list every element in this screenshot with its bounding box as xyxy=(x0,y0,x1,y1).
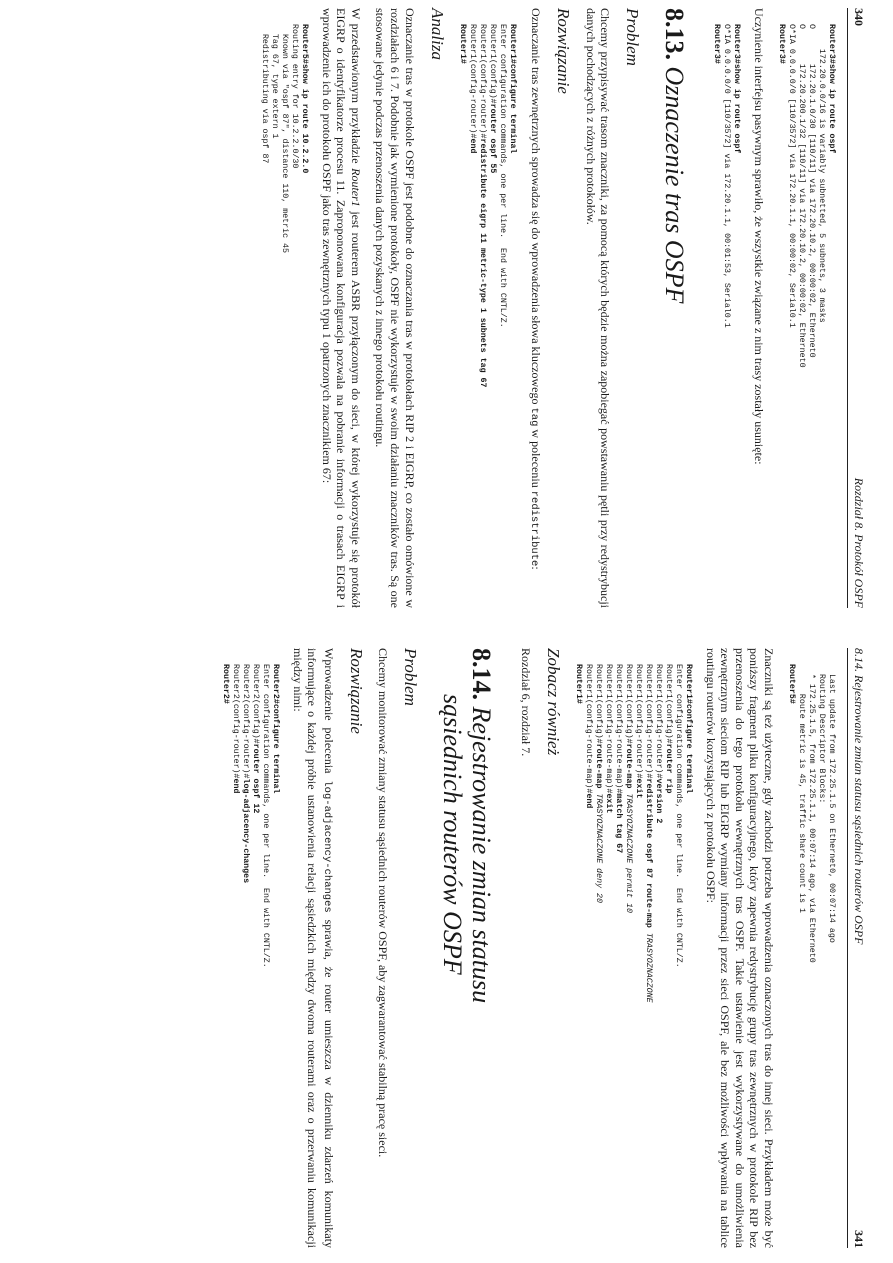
code-line xyxy=(634,664,643,798)
code-command: Router1# xyxy=(574,664,584,704)
code-text: Router1(config-router)# xyxy=(644,664,654,779)
code-command: Router3# xyxy=(712,24,722,64)
text-run: sprawia, że router umieszcza w dzienniku zdarzeń komunikaty informujące o każdej próbie ustanowienia relacji sąsiedzkich między dwoma routerami oraz o przerwaniu komunikacji między nimi: xyxy=(290,648,336,1248)
subheading-analysis: Analiza xyxy=(427,8,447,60)
code-text: Route metric is 45, traffic share count is 1 xyxy=(797,664,806,913)
text-run-italic: Router1 xyxy=(348,168,363,207)
code-text: O*IA 0.0.0.0/0 [110/3572] via 172.20.1.1, 00:01:53, Serial0.1 xyxy=(722,24,732,328)
code-line xyxy=(817,664,826,803)
code-command: Router5# xyxy=(787,664,796,704)
code-text: Enter configuration commands, one per line. End with CNTL/Z. xyxy=(261,664,271,968)
code-text: O 172.20.1.0/30 [110/11] via 172.20.10.2, 00:00:02, Ethernet0 xyxy=(807,24,816,358)
code-text: Router2(config-router)# xyxy=(231,664,241,779)
text-run: Oznaczanie tras zewnętrznych sprowadza się do wprowadzenia słowa kluczowego xyxy=(529,8,544,408)
code-command: Router1# xyxy=(457,24,467,64)
code-command: redistribute eigrp 11 metric-type 1 subnets tag 67 xyxy=(477,138,487,388)
code-line xyxy=(221,664,230,704)
code-text: Router2(config-router)# xyxy=(241,664,251,779)
code-line xyxy=(300,24,309,173)
section-number: 8.14. xyxy=(467,648,497,700)
paragraph: Chcemy przypisywać trasom znaczniki, za pomocą których będzie można zapobiegać powstawaniu pętli przy redystrybucji danych pochodzących z różnych protokołów. xyxy=(583,8,613,608)
code-text: Router1(config-route-map)# xyxy=(614,664,624,794)
code-text: Enter configuration commands, one per line. End with CNTL/Z. xyxy=(674,664,684,968)
code-listing xyxy=(457,24,517,608)
code-listing xyxy=(220,664,280,1248)
code-command: exit xyxy=(634,778,644,799)
code-line xyxy=(260,24,269,163)
code-command: exit xyxy=(604,793,614,814)
code-text: Router1(config)# xyxy=(594,664,604,744)
code-line xyxy=(817,24,826,323)
paragraph: Rozdział 6, rozdział 7. xyxy=(519,648,534,757)
code-listing xyxy=(573,664,693,1248)
code-line xyxy=(251,664,260,813)
code-line xyxy=(604,664,613,813)
code-text: 172.20.0.0/16 is variably subnetted, 5 subnets, 3 masks xyxy=(817,24,826,323)
code-text: * 172.25.1.5, from 172.25.1.1, 00:07:14 ago, via Ethernet0 xyxy=(807,664,816,963)
section-title-line-1: Rejestrowanie zmian statusu xyxy=(467,706,497,1004)
code-line xyxy=(674,664,683,968)
code-command: router rip xyxy=(664,743,674,794)
code-command: Router2# xyxy=(221,664,231,704)
code-listing xyxy=(786,664,836,1248)
code-line xyxy=(777,24,786,64)
code-text: Router1(config-router)# xyxy=(654,664,664,779)
running-head: 8.14. Rejestrowanie zmian statusu sąsiednich routerów OSPF xyxy=(852,648,866,945)
paragraph: Oznaczanie tras w protokole OSPF jest podobne do oznaczania tras w protokołach RIP 2 i EIGRP, co zostało omówione w rozdziałach 6 i 7. Podobnie jak wymienione protokoły, OSPF nie wykorzystuje w swoim działaniu znaczników tras. Są one stosowane jedynie podczas przenoszenia danych pozyskanych z innego protokołu routingu. xyxy=(373,8,417,608)
code-text: Tag 67, type extern 1 xyxy=(270,24,280,139)
subheading-problem: Problem xyxy=(401,648,421,706)
code-command: end xyxy=(584,793,594,809)
code-line xyxy=(574,664,583,704)
code-text: Router1(config-route-map)# xyxy=(584,664,594,794)
code-line xyxy=(614,664,623,853)
code-text: Router1(config-router)# xyxy=(477,24,487,139)
section-title-line-2: sąsiednich routerów OSPF xyxy=(438,694,468,975)
section-heading xyxy=(660,8,689,608)
page-header xyxy=(847,8,866,608)
code-text: Router1(config)# xyxy=(487,24,497,104)
code-line xyxy=(271,664,280,793)
code-command: Router2#configure terminal xyxy=(271,664,281,794)
text-run: Wprowadzenie polecenia xyxy=(321,648,336,781)
code-line xyxy=(478,24,487,387)
code-line xyxy=(280,24,289,253)
section-number: 8.13. xyxy=(660,8,690,60)
code-listing xyxy=(711,24,741,608)
code-line xyxy=(624,664,633,913)
paragraph xyxy=(527,8,544,608)
code-line xyxy=(827,664,836,943)
code-line xyxy=(644,664,653,1003)
code-command: version 2 xyxy=(654,778,664,824)
paragraph xyxy=(319,8,363,608)
code-command: Router1#configure terminal xyxy=(684,664,694,794)
code-listing xyxy=(259,24,309,608)
code-text: Last update from 172.25.1.5 on Ethernet0, 00:07:14 ago xyxy=(827,664,836,943)
code-text: Router1(config)# xyxy=(664,664,674,744)
code-command: route-map xyxy=(624,743,634,794)
code-text: Router1(config-route-map)# xyxy=(604,664,614,794)
code-line xyxy=(684,664,693,793)
code-line xyxy=(787,664,796,704)
code-listing xyxy=(776,24,836,608)
keyword: tag xyxy=(528,407,541,427)
code-line xyxy=(498,24,507,328)
code-text: Router1(config-router)# xyxy=(467,24,477,139)
subheading-problem: Problem xyxy=(623,8,643,66)
subheading-solution: Rozwiązanie xyxy=(346,648,366,734)
code-command: log-adjacency-changes xyxy=(241,778,251,884)
code-text: O 172.20.200.1/32 [110/11] via 172.20.10.2, 00:00:02, Ethernet0 xyxy=(797,24,806,368)
code-line xyxy=(488,24,497,173)
running-head: Rozdział 8. Protokół OSPF xyxy=(852,477,866,608)
paragraph xyxy=(290,648,336,1248)
code-command: Router3#show ip route ospf xyxy=(827,24,836,154)
code-line xyxy=(270,24,279,139)
book-spread xyxy=(8,8,866,1256)
code-command: redistribute ospf 87 route-map xyxy=(644,778,654,933)
text-run: : xyxy=(529,566,544,570)
code-line xyxy=(732,24,741,153)
page-body xyxy=(249,8,836,608)
code-line xyxy=(807,24,816,358)
code-command: Router3#show ip route ospf xyxy=(732,24,742,154)
paragraph: Znaczniki są też użyteczne, gdy zachodzi potrzeba wprowadzenia oznaczonych tras do innej sieci. Przykładem może być poniższy fragment pliku konfiguracyjnego, który zapewnia redystrybucję grupy tras zewnętrznych w protokole RIP bez przenoszenia do tego protokołu wewnętrznych tras OSPF. Takie ustawienie jest wykorzystywane do umożliwienia zewnętrznym sieciom RIP lub EIGRP wymiany informacji przez sieci OSPF, ale bez możliwości wpływania na tablice routingu routerów korzystających z protokołu OSPF: xyxy=(703,648,776,1248)
code-text: Redistributing via ospf 87 xyxy=(260,24,270,164)
code-line xyxy=(722,24,731,328)
code-line xyxy=(584,664,593,808)
page-header xyxy=(847,648,866,1248)
code-line xyxy=(458,24,467,64)
code-line xyxy=(594,664,603,903)
code-command: end xyxy=(231,778,241,794)
code-line xyxy=(712,24,721,64)
code-command: Router5#show ip route 10.2.2.0 xyxy=(300,24,310,174)
code-italic: TRASYOZNACZONE deny 20 xyxy=(594,793,604,904)
text-run: jest routerem ASBR przyłączonym do sieci, w której wykorzystuje się protokół EIGRP o identyfikatorze procesu 11. Zaproponowana konfiguracja pozwala na pobranie informacji o trasach EIGRP i wprowadzenie ich do protokołu OSPF jako tras zewnętrznych typu 1 opatrzonych znacznikiem 67: xyxy=(319,8,363,608)
code-line xyxy=(468,24,477,153)
code-text: Routing entry for 10.2.2.0/30 xyxy=(290,24,300,169)
paragraph: Uczynienie interfejsu pasywnym sprawiło, że wszystkie związane z nim trasy zostały usunięte: xyxy=(752,8,766,465)
keyword: redistribute xyxy=(528,490,541,567)
code-text: Enter configuration commands, one per line. End with CNTL/Z. xyxy=(497,24,507,328)
code-line xyxy=(797,664,806,913)
page-body xyxy=(210,648,836,1248)
page-number: 341 xyxy=(852,1230,866,1248)
text-run: w poleceniu xyxy=(529,426,544,491)
keyword: log-adjacency-changes xyxy=(320,780,333,913)
code-text: Known via "ospf 87", distance 110, metric 45 xyxy=(280,24,290,254)
subheading-see-also: Zobacz również xyxy=(544,648,564,756)
code-line xyxy=(290,24,299,168)
code-text: Routing Descriptor Blocks: xyxy=(817,664,826,804)
code-command: Router1#configure terminal xyxy=(507,24,517,154)
code-line xyxy=(241,664,250,883)
code-line xyxy=(664,664,673,793)
code-line xyxy=(654,664,663,823)
code-text: Router1(config)# xyxy=(624,664,634,744)
page-341 xyxy=(8,648,866,1248)
code-line xyxy=(797,24,806,368)
code-italic: TRASYOZNACZONE xyxy=(644,932,654,1003)
code-text: Router1(config-router)# xyxy=(634,664,644,779)
code-text: O*IA 0.0.0.0/0 [110/3572] via 172.20.1.1, 00:00:02, Serial0.1 xyxy=(787,24,796,328)
section-title: Oznaczenie tras OSPF xyxy=(660,66,690,304)
text-run: W przedstawionym przykładzie xyxy=(348,8,363,169)
code-command: Router3# xyxy=(777,24,786,64)
subheading-solution: Rozwiązanie xyxy=(554,8,574,94)
code-line xyxy=(827,24,836,153)
code-line xyxy=(231,664,240,793)
page-340 xyxy=(8,8,866,608)
code-command: route-map xyxy=(594,743,604,794)
code-line xyxy=(261,664,270,968)
code-command: end xyxy=(467,138,477,154)
code-line xyxy=(807,664,816,963)
code-line xyxy=(508,24,517,153)
code-command: router ospf 12 xyxy=(251,743,261,814)
code-command: router ospf 55 xyxy=(487,103,497,174)
code-line xyxy=(787,24,796,328)
code-command: match tag 67 xyxy=(614,793,624,854)
page-number: 340 xyxy=(852,8,866,26)
paragraph: Chcemy monitorować zmiany statusu sąsiednich routerów OSPF, aby zagwarantować stabilną pracę sieci. xyxy=(376,648,391,1158)
code-text: Router2(config)# xyxy=(251,664,261,744)
code-italic: TRASYOZNACZONE permit 10 xyxy=(624,793,634,913)
section-heading xyxy=(438,648,496,1248)
